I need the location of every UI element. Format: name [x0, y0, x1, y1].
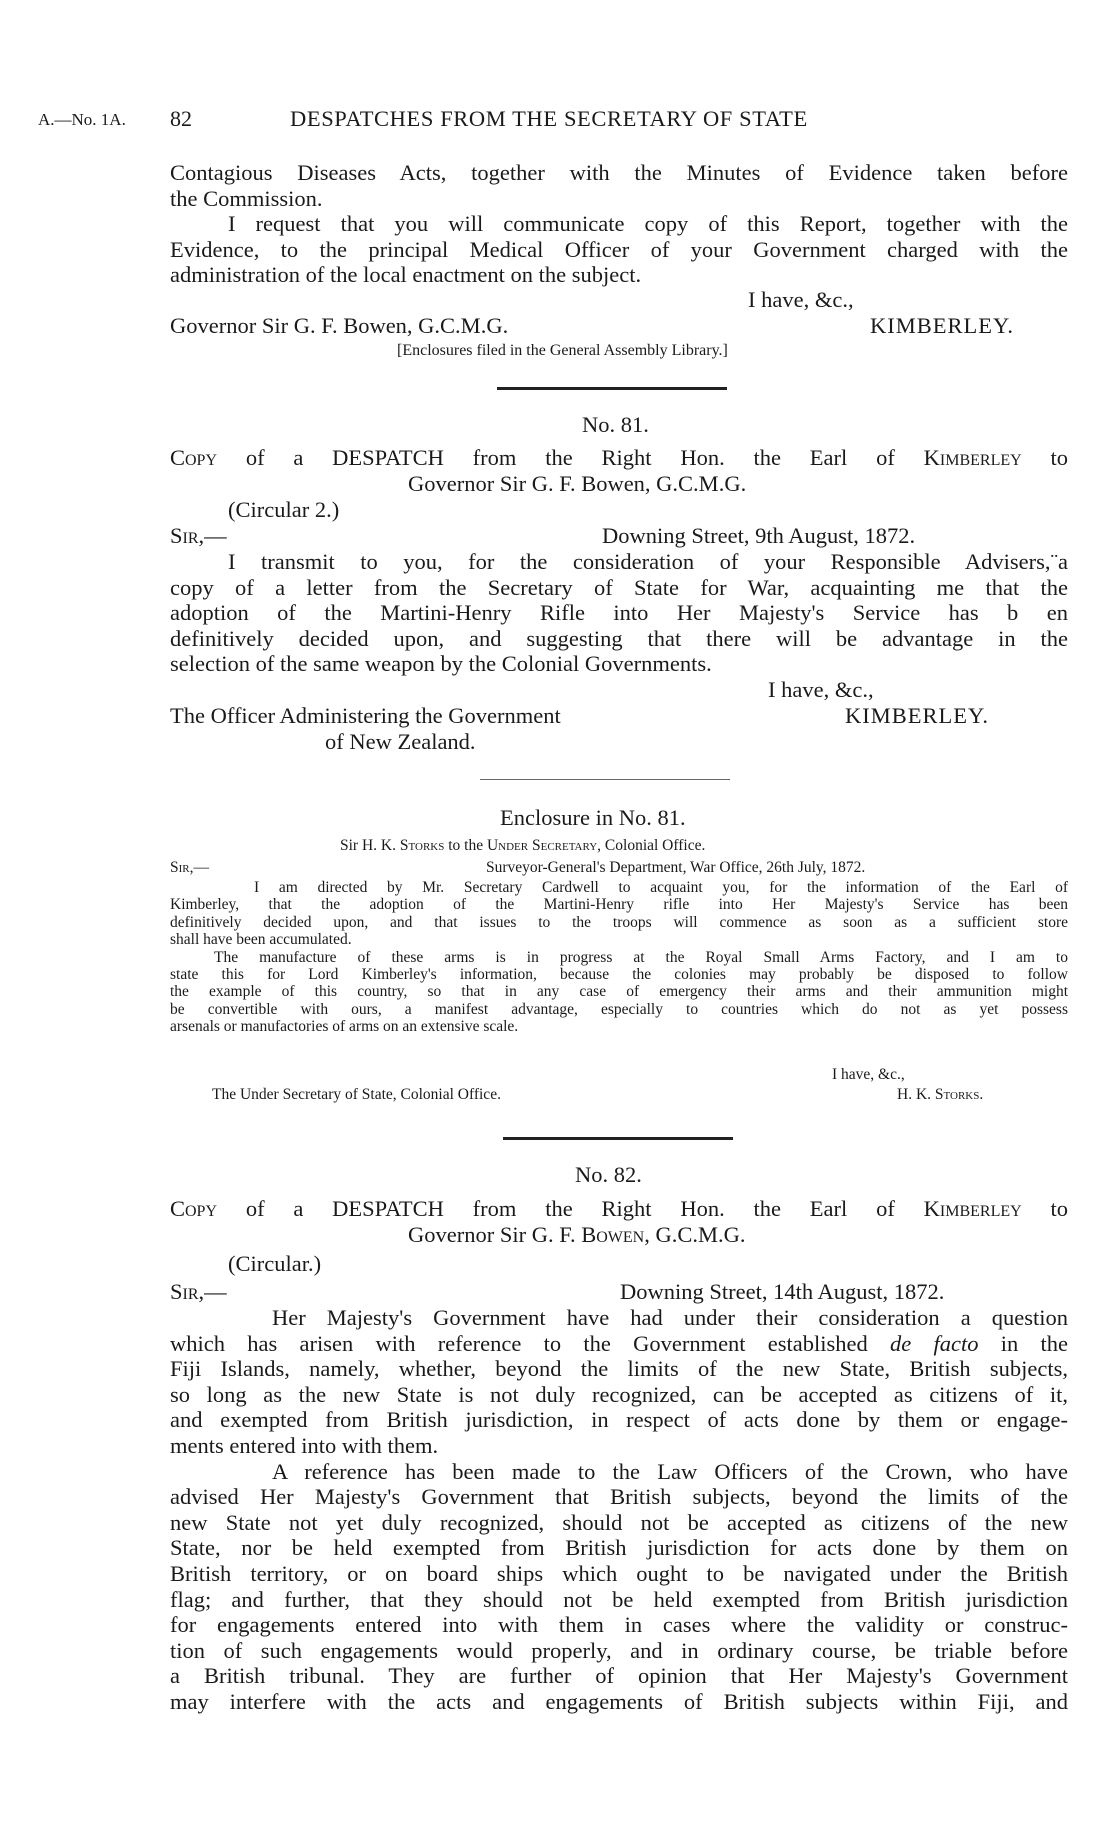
text-line: advised Her Majesty's Government that British subjects, beyond the limits of the — [170, 1484, 1068, 1510]
recipient-name: Bowen — [581, 1222, 645, 1247]
text-line: Her Majesty's Government have had under their consideration a question — [272, 1305, 1068, 1330]
text-line: and exempted from British jurisdiction, in respect of acts done by them or engage- — [170, 1407, 1068, 1433]
text-segment: which has arisen with reference to the Government established — [170, 1330, 868, 1356]
sender-name: Kimberley — [923, 1196, 1022, 1221]
closing: I have, &c., — [832, 1066, 905, 1083]
despatch-title-line1 — [170, 445, 1068, 471]
despatch-title-line2 — [408, 1222, 745, 1248]
enclosure-body — [170, 879, 1068, 1036]
text-line: definitively decided upon, and that issues to the troops will commence as soon as a sufficient store — [170, 913, 1068, 931]
despatch-body — [170, 1305, 1068, 1715]
text-line: shall have been accumulated. — [170, 931, 352, 949]
text-line — [170, 1331, 1068, 1357]
enclosure-note: [Enclosures filed in the General Assembly Library.] — [397, 342, 728, 359]
addressee: The Under Secretary of State, Colonial Office. — [212, 1086, 501, 1103]
addressee: Governor Sir G. F. Bowen, G.C.M.G. — [170, 313, 509, 338]
sender-name: Kimberley — [923, 445, 1022, 470]
addressee: The Officer Administering the Government — [170, 703, 561, 728]
text-line: copy of a letter from the Secretary of State for War, acquainting me that the — [170, 574, 1068, 600]
copy-label: Copy — [170, 1196, 218, 1221]
signature: KIMBERLEY. — [845, 703, 989, 728]
header-ref: A.—No. 1A. — [38, 110, 126, 129]
text-line: flag; and further, that they should not be held exempted from British jurisdiction — [170, 1586, 1068, 1612]
closing: I have, &c., — [768, 677, 874, 702]
signature-name: Storks. — [934, 1086, 984, 1103]
signature — [897, 1086, 983, 1103]
signature-text: H. K. — [897, 1086, 932, 1103]
copy-label: Copy — [170, 445, 218, 470]
text-line: Contagious Diseases Acts, together with the Minutes of Evidence taken before — [170, 160, 1068, 185]
text-line: ments entered into with them. — [170, 1432, 439, 1458]
salutation: Sir,— — [170, 859, 209, 876]
place-date: Surveyor-General's Department, War Office, 26th July, 1872. — [486, 859, 866, 876]
text-line: British territory, or on board ships which ought to be navigated under the British — [170, 1560, 1068, 1586]
text-line: selection of the same weapon by the Colonial Governments. — [170, 651, 712, 677]
text-line: administration of the local enactment on the subject. — [170, 262, 642, 288]
from-name: Storks — [399, 837, 445, 854]
text-line: so long as the new State is not duly recognized, can be accepted as citizens of it, — [170, 1381, 1068, 1407]
enclosure-title: Enclosure in No. 81. — [500, 805, 686, 830]
text-line: state this for Lord Kimberley's information, because the colonies may probably be disposed to follow — [170, 966, 1068, 984]
text-line: State, nor be held exempted from British jurisdiction for acts done by them on — [170, 1535, 1068, 1561]
place-date: Downing Street, 9th August, 1872. — [602, 523, 916, 548]
text-line: the example of this country, so that in any case of emergency their arms and their ammunition might — [170, 983, 1068, 1001]
title-text: of a DESPATCH from the Right Hon. the Earl of — [245, 1196, 895, 1221]
despatch-title-line1 — [170, 1196, 1068, 1222]
text-line: the Commission. — [170, 185, 323, 211]
text-line: adoption of the Martini-Henry Rifle into Her Majesty's Service has b en — [170, 600, 1068, 626]
text-line: definitively decided upon, and suggesting that there will be advantage in the — [170, 625, 1068, 651]
title-text: of a DESPATCH from the Right Hon. the Earl of — [245, 445, 895, 470]
section-divider — [497, 387, 727, 390]
text-line: A reference has been made to the Law Officers of the Crown, who have — [272, 1458, 1068, 1484]
signature: KIMBERLEY. — [870, 313, 1014, 338]
text-segment: in the — [1000, 1330, 1069, 1356]
despatch-title-line2: Governor Sir G. F. Bowen, G.C.M.G. — [408, 471, 747, 496]
section-divider — [503, 1137, 733, 1140]
text-line: Evidence, to the principal Medical Officer of your Government charged with the — [170, 236, 1068, 262]
addressee: of New Zealand. — [325, 729, 476, 754]
title-text: to — [1050, 1196, 1069, 1221]
text-line: I transmit to you, for the consideration of your Responsible Advisers,¨a — [228, 549, 1068, 574]
text-line: be convertible with ours, a manifest advantage, especially to countries which do not as yet possess — [170, 1000, 1068, 1018]
text-line: new State not yet duly recognized, should not be accepted as citizens of the new — [170, 1509, 1068, 1535]
salutation: Sir,— — [170, 1279, 227, 1304]
despatch-number: No. 81. — [582, 412, 649, 437]
text-line: I request that you will communicate copy of this Report, together with the — [228, 211, 1068, 237]
section-divider — [480, 779, 730, 780]
text-line: I am directed by Mr. Secretary Cardwell to acquaint you, for the information of the Earl of — [254, 879, 1068, 896]
salutation: Sir,— — [170, 523, 227, 548]
text-line: arsenals or manufactories of arms on an extensive scale. — [170, 1018, 519, 1036]
from-text: to the — [448, 837, 484, 854]
text-line: may interfere with the acts and engagements of British subjects within Fiji, and — [170, 1688, 1068, 1714]
to-name: Under Secretary — [486, 837, 598, 854]
text-line: a British tribunal. They are further of opinion that Her Majesty's Government — [170, 1663, 1068, 1689]
page-number: 82 — [170, 106, 192, 131]
text-line: tion of such engagements would properly, and in ordinary course, be triable before — [170, 1637, 1068, 1663]
enclosure-from — [340, 837, 705, 854]
title-text: , G.C.M.G. — [644, 1222, 746, 1247]
text-line: Fiji Islands, namely, whether, beyond the limits of the new State, British subjects, — [170, 1356, 1068, 1382]
despatch-body — [170, 549, 1068, 677]
prev-despatch-text — [170, 160, 1068, 288]
despatch-number: No. 82. — [575, 1162, 642, 1187]
title-text: Governor Sir G. F. — [408, 1222, 576, 1247]
title-text: to — [1050, 445, 1069, 470]
text-line: for engagements entered into with them in cases where the validity or construc- — [170, 1612, 1068, 1638]
text-line: The manufacture of these arms is in progress at the Royal Small Arms Factory, and I am to — [214, 948, 1068, 966]
italic-term: de facto — [890, 1330, 979, 1356]
circular-label: (Circular.) — [228, 1251, 322, 1276]
place-date: Downing Street, 14th August, 1872. — [620, 1279, 945, 1304]
circular-label: (Circular 2.) — [228, 497, 340, 522]
running-title: DESPATCHES FROM THE SECRETARY OF STATE — [290, 106, 808, 131]
closing: I have, &c., — [748, 287, 854, 312]
from-text: Sir H. K. — [340, 837, 396, 854]
text-line: Kimberley, that the adoption of the Martini-Henry rifle into Her Majesty's Service has been — [170, 896, 1068, 914]
from-text: , Colonial Office. — [597, 837, 706, 854]
